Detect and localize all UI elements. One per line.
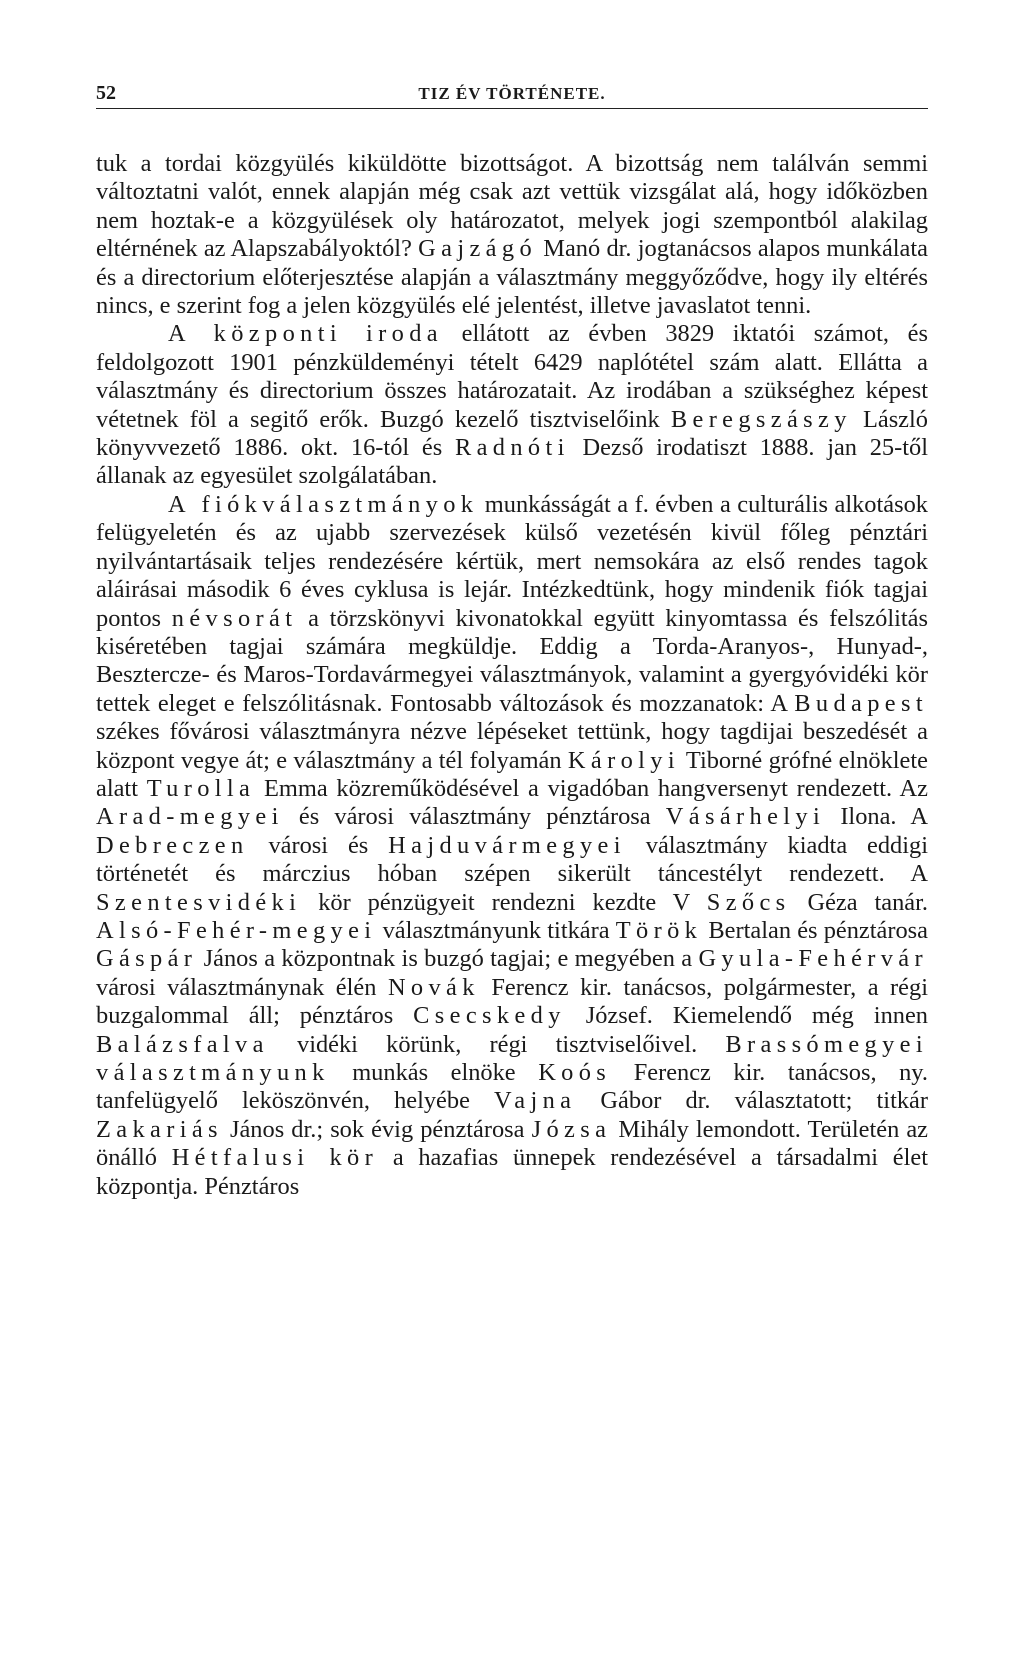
text-run: választmány kiadta eddigi történetét és márczius hóban szépen sikerült táncestélyt rendezett. A	[96, 831, 929, 888]
spaced-name: névsorát	[171, 604, 298, 632]
spaced-name: Alsó-Fehér-megyei	[96, 916, 377, 944]
spaced-name: A központi iroda	[168, 320, 443, 348]
text-run: székes fővárosi választmányra nézve lépéseket tettünk, hogy tagdijai beszedését a központ vegye át; e választmány a tél folyamán	[96, 718, 928, 774]
text-run: városi és	[248, 831, 389, 859]
spaced-name: Hajduvármegyei	[388, 831, 626, 859]
text-run: László könyvvezető 1886. okt. 16-tól és	[96, 405, 928, 462]
body-text	[96, 150, 928, 1201]
spaced-name: Vajna	[493, 1087, 577, 1115]
text-run: választmányunk titkára	[376, 916, 616, 944]
spaced-name: Balázsfalva	[96, 1030, 269, 1058]
running-title: TIZ ÉV TÖRTÉNETE.	[418, 84, 606, 103]
spaced-name: Csecskedy	[413, 1002, 566, 1030]
spaced-name: Szentesvidéki	[96, 888, 302, 916]
spaced-name: Hétfalusi kör	[171, 1144, 379, 1172]
spaced-name: Károlyi	[567, 746, 681, 774]
spaced-name: Koós	[538, 1059, 612, 1086]
text-run: vidéki körünk, régi tisztviselőivel.	[268, 1030, 726, 1058]
text-run: József. Kiemelendő még innen	[565, 1002, 928, 1030]
text-run: Bertalan és pénztárosa	[702, 916, 928, 944]
text-run: Manó dr. jogtanácsos alapos munkálata és a directorium előterjesztése alapján a választmány meggyőződve, hogy ily eltérés nincs, e szerint fog a jelen közgyülés elé jelentést, illetve javaslatot tenni.	[96, 235, 928, 320]
spaced-name: Szőcs	[706, 888, 791, 916]
text-run: János a központnak is buzgó tagjai; e megyében a	[197, 945, 699, 973]
text-run: a törzskönyvi kivonatokkal együtt kinyomtassa és felszólitás kiséretében tagjai számára megküldje. Eddig a Torda-Aranyos-, Hunyad-, Besztercze- és Maros-Tordavármegyei választmányok, valamint a gyergyóvidéki kör tettek eleget e felszólitásnak. Fontosabb változások és mozzanatok: A	[96, 604, 928, 717]
spaced-name: Gyula-Fehérvár	[698, 945, 928, 973]
text-run: és városi választmány pénztárosa	[283, 803, 666, 831]
paragraph	[96, 491, 928, 1201]
text-run: munkásságát a f. évben a culturális alkotások felügyeletén és az ujabb szervezések külső vezetésén kivül főleg pénztári nyilvántartásaik teljes rendezésére kértük, mert nemsokára az első rendes tagok aláirásai második 6 éves cyklusa is lejár. Intézkedtünk, hogy mindenik fiók tagjai pontos	[96, 490, 928, 632]
text-run: Ferencz kir. tanácsos, ny. tanfelügyelő leköszönvén, helyébe	[96, 1059, 928, 1115]
text-run: Tiborné grófné elnöklete alatt	[96, 746, 928, 802]
spaced-name: Józsa	[531, 1115, 612, 1143]
text-run: Dezső irodatiszt 1888. jan 25-től állanak az egyesület szolgálatában.	[96, 434, 928, 490]
text-run: Ilona. A	[825, 803, 928, 831]
text-run: ellátott az évben 3829 iktatói számot, és feldolgozott 1901 pénzküldeményi tételt 6429 naplótétel szám alatt. Ellátta a választmány és directorium összes határozatait. Az irodában a szükséghez képest vétetnek föl a segitő erők. Buzgó kezelő tisztviselőink	[96, 320, 928, 433]
text-run: tuk a tordai közgyülés kiküldötte bizottságot. A bizottság nem találván semmi változtatni valót, ennek alapján még csak azt vettük vizsgálat alá, hogy időközben nem hoztak-e a közgyülések oly határozatot, melyek jogi szempontból alakilag eltérnének az Alapszabályoktól?	[96, 150, 928, 263]
text-run: Mihály lemondott. Területén az önálló	[96, 1115, 928, 1172]
page-number: 52	[96, 82, 116, 104]
paragraph	[96, 320, 928, 490]
spaced-name: Debreczen	[96, 831, 249, 859]
spaced-name: A fiókválasztmányok	[168, 490, 479, 518]
text-run: János dr.; sok évig pénztárosa	[222, 1115, 532, 1143]
paragraph	[96, 150, 928, 320]
text-run: Géza tanár.	[790, 888, 928, 916]
text-run: a hazafias ünnepek rendezésével a társadalmi élet központja. Pénztáros	[96, 1144, 928, 1200]
spaced-name: Arad-megyei	[96, 803, 284, 831]
spaced-name: Radnóti	[454, 434, 570, 462]
spaced-name: Budapest	[794, 689, 928, 717]
text-run: városi választmánynak élén	[96, 973, 388, 1001]
spaced-name: Novák	[387, 973, 480, 1001]
spaced-name: Gáspár	[96, 945, 198, 973]
text-run: Ferencz kir. tanácsos, polgármester, a régi buzgalommal áll; pénztáros	[96, 973, 928, 1030]
spaced-name: Török	[615, 916, 703, 944]
text-run: Gábor dr. választatott; titkár	[576, 1087, 928, 1115]
text-run: munkás elnöke	[329, 1059, 539, 1086]
text-run: kör pénzügyeit rendezni kezdte V	[301, 888, 707, 916]
spaced-name: Zakariás	[96, 1115, 223, 1143]
spaced-name: Vásárhelyi	[665, 803, 826, 831]
spaced-name: Gajzágó	[418, 235, 538, 263]
text-run: Emma közreműködésével a vigadóban hangversenyt rendezett. Az	[255, 774, 928, 802]
page-header	[96, 82, 928, 109]
spaced-name: Beregszászy	[670, 405, 852, 433]
spaced-name: Brassómegyei választmányunk	[96, 1030, 928, 1086]
spaced-name: Turolla	[146, 774, 256, 802]
